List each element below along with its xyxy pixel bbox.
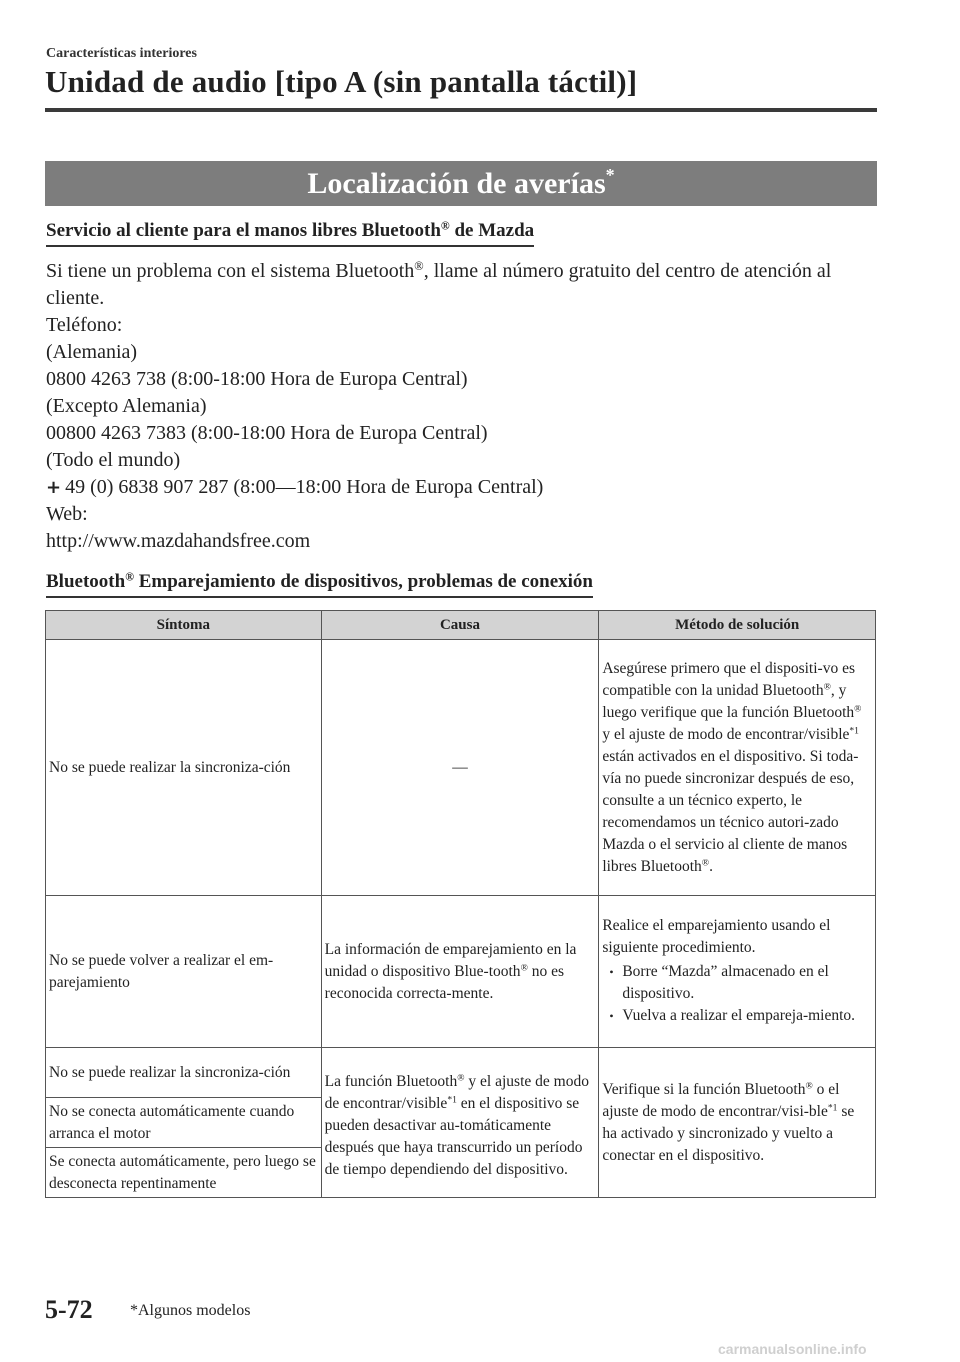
registered-mark: ®	[125, 570, 134, 584]
phone-label: Teléfono:	[46, 314, 123, 336]
service-body	[46, 258, 876, 555]
table-header-row	[46, 611, 876, 640]
table-row	[46, 640, 876, 896]
banner-title: Localización de averías	[307, 167, 606, 200]
solution-cell: Asegúrese primero que el dispositi-vo es compatible con la unidad Bluetooth®, y luego verifique que la función Bluetooth® y el ajuste de modo de encontrar/visible$^{*1}$ están activados en el dispositivo. Si toda-vía no puede sincronizar después de eso, consulte a un técnico experto, le recomendamos un técnico autori-zado Mazda o el servicio al cliente de manos libres Bluetooth®.	[599, 640, 876, 896]
cause-text: La información de emparejamiento en la unidad o dispositivo Blue-tooth	[324, 940, 577, 980]
banner-asterisk: *	[605, 165, 615, 185]
table-row	[46, 1048, 876, 1098]
solution-text: .	[709, 857, 713, 875]
intro-text: Si tiene un problema con el sistema Bluetooth	[46, 260, 415, 282]
pairing-heading-text: Bluetooth	[46, 571, 126, 592]
troubleshooting-table	[45, 610, 876, 1198]
pairing-heading	[46, 571, 593, 598]
cause-text: no es reconocida correcta-mente.	[324, 962, 565, 1002]
solution-steps	[602, 961, 872, 1027]
cause-text: La función Bluetooth	[324, 1072, 458, 1090]
symptom-cell: Se conecta automáticamente, pero luego se desconecta repentinamente	[46, 1148, 322, 1198]
footnote-ref: *1	[827, 1102, 838, 1114]
symptom-cell: No se conecta automáticamente cuando arranca el motor	[46, 1098, 322, 1148]
germany-number: 0800 4263 738 (8:00-18:00 Hora de Europa Central)	[46, 368, 468, 390]
service-heading	[46, 220, 534, 247]
solution-cell	[599, 896, 876, 1048]
solution-text: Asegúrese primero que el dispositi-vo es compatible con la unidad Bluetooth	[602, 659, 855, 699]
germany-label: (Alemania)	[46, 341, 138, 363]
intro-paragraph	[46, 258, 876, 312]
web-url: http://www.mazdahandsfree.com	[46, 530, 311, 552]
solution-cell: Verifique si la función Bluetooth® o el ajuste de modo de encontrar/visi-ble$^{*1}$ se ha activado y sincronizado y vuelto a conectar en el dispositivo.	[599, 1048, 876, 1198]
solution-text: , y luego verifique que la función Bluetooth	[602, 681, 855, 721]
intro-text-end: , llame al número gratuito del centro de atención al cliente.	[46, 260, 832, 309]
section-label: Características interiores	[46, 46, 197, 61]
solution-text: Verifique si la función Bluetooth	[602, 1080, 806, 1098]
solution-header: Método de solución	[599, 611, 876, 640]
troubleshooting-banner	[45, 161, 877, 206]
cause-cell: La función Bluetooth® y el ajuste de modo de encontrar/visible$^{*1}$ en el dispositivo se pueden desactivar au-tomáticamente después que haya transcurrido un período de tiempo dependiendo del dispositivo.	[321, 1048, 599, 1198]
title-rule	[45, 108, 877, 112]
symptom-cell: No se puede volver a realizar el em-parejamiento	[46, 896, 322, 1048]
cause-cell: ―	[321, 640, 599, 896]
solution-text: o el ajuste de modo de encontrar/visi-ble	[602, 1080, 840, 1120]
registered-mark: ®	[440, 219, 450, 233]
pairing-heading-suffix: Emparejamiento de dispositivos, problemas de conexión	[133, 571, 593, 592]
worldwide-label: (Todo el mundo)	[46, 449, 181, 471]
solution-intro: Realice el emparejamiento usando el siguiente procedimiento.	[602, 916, 831, 956]
worldwide-number-line	[46, 474, 876, 501]
service-heading-text: Servicio al cliente para el manos libres Bluetooth	[46, 220, 441, 241]
worldwide-number: 49 (0) 6838 907 287 (8:00―18:00 Hora de Europa Central)	[65, 476, 544, 498]
solution-text: están activados en el dispositivo. Si toda-vía no puede sincronizar después de eso, consulte a un técnico experto, le recomendamos un técnico autori-zado Mazda o el servicio al cliente de manos libres Bluetooth	[602, 747, 859, 875]
service-heading-suffix: de Mazda	[449, 220, 535, 241]
plus-icon: +	[46, 477, 62, 498]
watermark: carmanualsonline.info	[718, 1341, 867, 1357]
web-label: Web:	[46, 503, 88, 525]
registered-mark: ®	[414, 259, 424, 274]
footnote-ref: *1	[447, 1094, 457, 1106]
list-item: • Borre “Mazda” almacenado en el dispositivo.	[602, 961, 872, 1005]
cause-cell: La información de emparejamiento en la unidad o dispositivo Blue-tooth® no es reconocida correcta-mente.	[321, 896, 599, 1048]
cause-text: y el ajuste de modo de encontrar/visible	[324, 1072, 589, 1112]
except-germany-label: (Excepto Alemania)	[46, 395, 207, 417]
symptom-cell: No se puede realizar la sincroniza-ción	[46, 1048, 322, 1098]
list-item: • Vuelva a realizar el empareja-miento.	[602, 1005, 872, 1027]
except-germany-number: 00800 4263 7383 (8:00-18:00 Hora de Europa Central)	[46, 422, 488, 444]
page-number: 5-72	[45, 1295, 93, 1324]
footnote-ref: *1	[849, 725, 859, 737]
symptom-cell: No se puede realizar la sincroniza-ción	[46, 640, 322, 896]
solution-text: y el ajuste de modo de encontrar/visible	[602, 725, 850, 743]
cause-header: Causa	[321, 611, 599, 640]
chapter-title: Unidad de audio [tipo A (sin pantalla táctil)]	[45, 64, 638, 99]
footnote: *Algunos modelos	[130, 1302, 251, 1319]
solution-text: se ha activado y sincronizado y vuelto a conectar en el dispositivo.	[602, 1102, 855, 1164]
table-row	[46, 896, 876, 1048]
cause-text: en el dispositivo se pueden desactivar au-tomáticamente después que haya transcurrido un período de tiempo dependiendo del dispositivo.	[324, 1094, 583, 1178]
symptom-header: Síntoma	[46, 611, 322, 640]
